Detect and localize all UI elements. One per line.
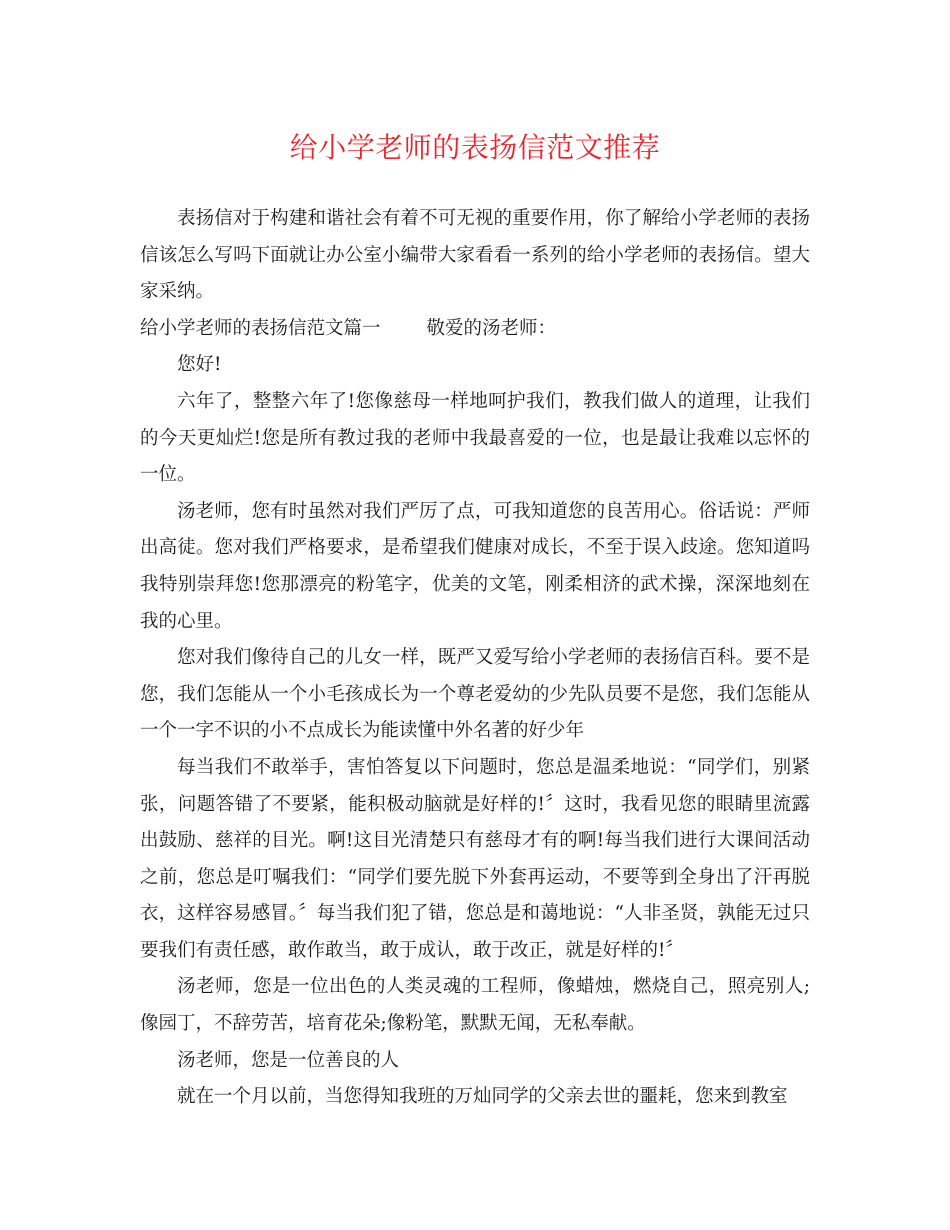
body-paragraph: 汤老师，您有时虽然对我们严厉了点，可我知道您的良苦用心。俗话说：严师出高徒。您对我们严格要求，是希望我们健康对成长，不至于误入歧途。您知道吗我特别崇拜您!您那漂亮的粉笔字，优美的文笔，刚柔相济的武术操，深深地刻在我的心里。: [140, 500, 810, 632]
body-paragraph: 每当我们不敢举手，害怕答复以下问题时，您总是温柔地说：“同学们，别紧张，问题答错了不要紧，能积极动脑就是好样的!〞这时，我看见您的眼睛里流露出鼓励、慈祥的目光。啊!这目光清楚只有慈母才有的啊!每当我们进行大课间活动之前，您总是叮嘱我们：“同学们要先脱下外套再运动，不要等到全身出了汗再脱衣，这样容易感冒。〞每当我们犯了错，您总是和蔼地说：“人非圣贤，孰能无过只要我们有责任感，敢作敢当，敢于成认，敢于改正，就是好样的!〞: [140, 756, 810, 961]
section-heading-line: [140, 311, 810, 348]
body-paragraph: 就在一个月以前，当您得知我班的万灿同学的父亲去世的噩耗，您来到教室: [177, 1086, 788, 1108]
body-paragraph: 汤老师，您是一位出色的人类灵魂的工程师，像蜡烛，燃烧自己，照亮别人;像园丁，不辞劳苦，培育花朵;像粉笔，默默无闻，无私奉献。: [140, 976, 810, 1035]
document-body: [140, 201, 810, 1116]
intro-paragraph: 表扬信对于构建和谐社会有着不可无视的重要作用，你了解给小学老师的表扬信该怎么写吗下面就让办公室小编带大家看看一系列的给小学老师的表扬信。望大家采纳。: [140, 208, 810, 303]
body-paragraph: 您对我们像待自己的儿女一样，既严又爱写给小学老师的表扬信百科。要不是您，我们怎能从一个小毛孩成长为一个尊老爱幼的少先队员要不是您，我们怎能从一个一字不识的小不点成长为能读懂中外名著的好少年: [140, 647, 810, 742]
greeting-paragraph: 您好!: [177, 354, 222, 376]
body-paragraph: 六年了，整整六年了!您像慈母一样地呵护我们，教我们做人的道理，让我们的今天更灿烂!您是所有教过我的老师中我最喜爱的一位，也是最让我难以忘怀的一位。: [140, 390, 810, 486]
salutation: 敬爱的汤老师：: [426, 317, 557, 339]
document-title: 给小学老师的表扬信范文推荐: [289, 131, 661, 164]
section-heading: 给小学老师的表扬信范文篇一: [140, 317, 381, 339]
body-paragraph: 汤老师，您是一位善良的人: [177, 1049, 400, 1071]
